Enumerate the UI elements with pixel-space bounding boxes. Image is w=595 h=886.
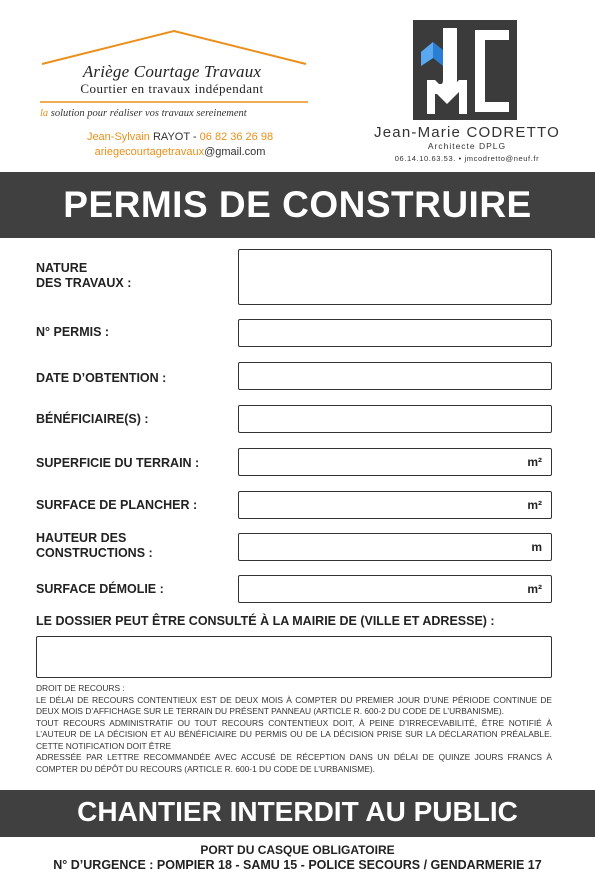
label-beneficiaires: BÉNÉFICIAIRE(S) : <box>36 412 149 426</box>
label-nature-travaux: NATURE DES TRAVAUX : <box>36 261 132 290</box>
field-hauteur-constructions[interactable] <box>238 533 552 561</box>
architect-logo <box>413 20 517 120</box>
helmet-notice: PORT DU CASQUE OBLIGATOIRE <box>200 843 395 857</box>
label-hauteur-constructions: HAUTEUR DES CONSTRUCTIONS : <box>36 531 153 560</box>
architect-monogram-icon <box>413 20 517 120</box>
field-superficie-terrain[interactable] <box>238 448 552 476</box>
label-surface-plancher: SURFACE DE PLANCHER : <box>36 498 198 512</box>
page-title: PERMIS DE CONSTRUIRE <box>63 184 532 225</box>
field-surface-demolie[interactable] <box>238 575 552 603</box>
company-tagline: la solution pour réaliser vos travaux sereinement <box>40 108 247 119</box>
warning-text: CHANTIER INTERDIT AU PUBLIC <box>77 796 518 827</box>
field-beneficiaires[interactable] <box>238 405 552 433</box>
field-nature-travaux[interactable] <box>238 249 552 305</box>
droit-de-recours: DROIT DE RECOURS : LE DÉLAI DE RECOURS CONTENTIEUX EST DE DEUX MOIS À COMPTER DU PREMIER JOUR D’UNE PÉRIODE CONTINUE DE DEUX MOIS D’AFFICHAGE SUR LE TERRAIN DU PRÉSENT PANNEAU (ARTICLE R. 600-2 DU CODE DE L’URBANISME). TOUT RECOURS ADMINISTRATIF OU TOUT RECOURS CONTENTIEUX DOIT, À PEINE D’IRRECEVABILITÉ, ÊTRE NOTIFIÉ À L’AUTEUR DE LA DÉCISION ET AU BÉNÉFICIAIRE DU PERMIS OU DE LA DÉCISION PRISE SUR LA DÉCLARATION PRÉALABLE. CETTE NOTIFICATION DOIT ÊTRE ADRESSÉE PAR LETTRE RECOMMANDÉE AVEC ACCUSÉ DE RÉCEPTION DANS UN DÉLAI DE QUINZE JOURS FRANCS À COMPTER DU DÉPÔT DU RECOURS (ARTICLE R. 600-1 DU CODE DE L’URBANISME). <box>36 683 552 774</box>
emergency-numbers: N° D’URGENCE : POMPIER 18 - SAMU 15 - POLICE SECOURS / GENDARMERIE 17 <box>53 858 542 872</box>
company-name: Ariège Courtage Travaux <box>82 62 262 81</box>
label-superficie-terrain: SUPERFICIE DU TERRAIN : <box>36 456 200 470</box>
unit-m2: m² <box>527 455 542 469</box>
unit-m2: m² <box>527 498 542 512</box>
unit-m2: m² <box>527 582 542 596</box>
architect-contact: 06.14.10.63.53. • jmcodretto@neuf.fr <box>394 154 540 163</box>
architect-name: Jean-Marie CODRETTO <box>374 124 560 141</box>
architect-title: Architecte DPLG <box>427 141 507 151</box>
label-surface-demolie: SURFACE DÉMOLIE : <box>36 582 164 596</box>
contact-phone-line: Jean-Sylvain RAYOT - 06 82 36 26 98 <box>86 131 274 143</box>
dossier-notice: LE DOSSIER PEUT ÊTRE CONSULTÉ À LA MAIRIE DE (VILLE ET ADRESSE) : <box>36 614 495 628</box>
roof-icon <box>40 28 308 66</box>
field-n-permis[interactable] <box>238 319 552 347</box>
orange-divider <box>40 100 308 104</box>
label-n-permis: N° PERMIS : <box>36 325 110 339</box>
unit-m: m <box>531 540 542 554</box>
field-date-obtention[interactable] <box>238 362 552 390</box>
field-mairie-adresse[interactable] <box>36 636 552 678</box>
label-date-obtention: DATE D’OBTENTION : <box>36 371 167 385</box>
company-subtitle: Courtier en travaux indépendant <box>80 81 264 96</box>
field-surface-plancher[interactable] <box>238 491 552 519</box>
contact-email-line: ariegecourtagetravaux@gmail.com <box>94 146 266 158</box>
